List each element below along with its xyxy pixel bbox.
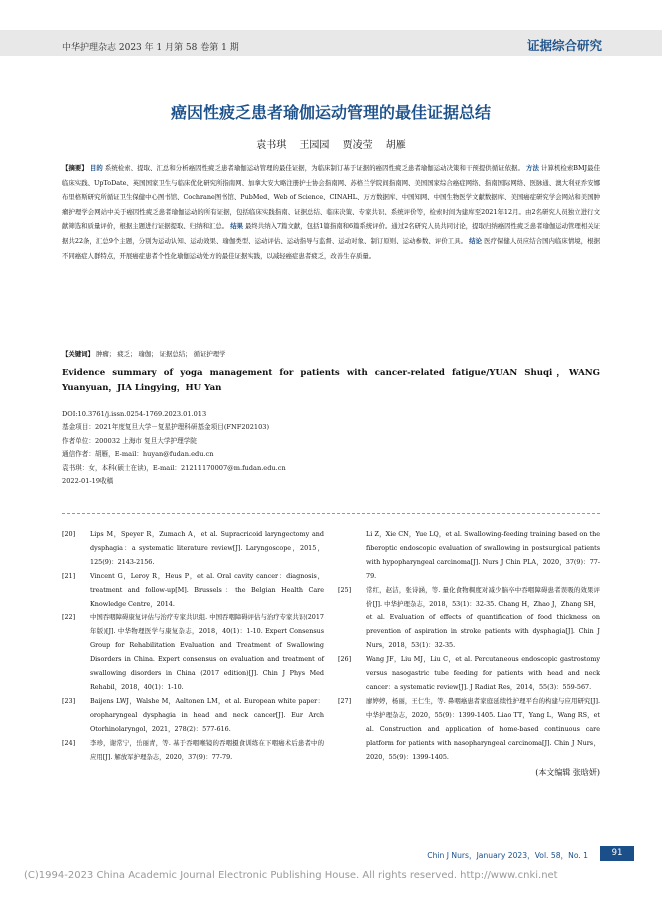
copyright-watermark: (C)1994-2023 China Academic Journal Electronic Publishing House. All rights reserved. http://www.cnki.net — [24, 870, 558, 881]
reference-number: [20] — [62, 530, 76, 538]
corresponding-author: 通信作者：胡雁，E-mail：huyan@fudan.edu.cn — [62, 450, 214, 459]
reference-text: 常红，赵洁，张诗涵，等. 量化食物稠度对减少脑卒中吞咽障碍患者误吸的效果评价[J]. 中华护理杂志，2018，53(1)：32-35. Chang H，Zhao J，Zhang SH，et al. Evaluation of effects of quantification of food thickness on prevention of aspiration in stroke patients with dysphagia[J]. Chin J Nurs，2018，53(1)：32-35. — [366, 585, 600, 650]
reference-text: 李珍，谢常宁，岳丽青，等. 基于吞咽喉镜的吞咽摄食训练在下咽癌术后患者中的应用[J]. 解放军护理杂志，2020，37(9)：77-79. — [90, 738, 324, 761]
objective-label: 目的 — [89, 164, 103, 172]
reference-text: 中国吞咽障碍康复评估与治疗专家共识组. 中国吞咽障碍评估与治疗专家共识(2017年版)[J]. 中华物理医学与康复杂志，2018，40(1)：1-10. Expert Consensus Group for Rehabilitation Evaluation and Treatment of Swallowing Disorders in China. Expert consensus on evaluation and treatment of swallowing disorders in China (2017 edition)[J]. Chin J Phys Med Rehabil，2018，40(1)：1-10. — [90, 613, 324, 691]
reference-text: Wang JF，Liu MJ，Liu C，et al. Percutaneous endoscopic gastrostomy versus nasogastric tube feeding for patients with head and neck cancer：a systematic review[J]. J Radiat Res，2014，55(3)：559-567. — [366, 655, 600, 691]
editor-note: (本文编辑 张晗妍) — [535, 768, 600, 778]
received-date: 2022-01-19收稿 — [62, 477, 114, 486]
conclusion-text: 医疗保健人员应结合国内临床情境，根据不同癌症人群特点，开展癌症患者个性化瑜伽运动处方的最佳证据实践，以减轻癌症患者疲乏，改善生存质量。 — [62, 236, 601, 260]
article-title: 癌因性疲乏患者瑜伽运动管理的最佳证据总结 — [170, 103, 491, 122]
reference-text: Vincent G，Leroy R，Heus P，et al. Oral cavity cancer：diagnosis，treatment and follow-up[M]. Brussels：the Belgian Health Care Knowledge Centre，2014. — [90, 571, 324, 608]
methods-label: 方法 — [526, 164, 539, 172]
abstract — [62, 161, 600, 263]
results-label: 结果 — [230, 222, 243, 231]
reference-number: [24] — [62, 738, 76, 747]
keywords-text: 肿瘤； 疲乏； 瑜伽； 证据总结； 循证护理学 — [96, 350, 226, 358]
reference-text: Lips M，Speyer R，Zumach A，et al. Supracricoid laryngectomy and dysphagia：a systematic literature review[J]. Laryngoscope，2015，125(9)：2143-2156. — [90, 530, 324, 566]
conclusion-label: 结论 — [469, 236, 483, 245]
results-text: 最终共纳入7篇文献，包括1篇指南和6篇系统评价。通过2名研究人员共同讨论，提取归纳癌因性疲乏患者瑜伽运动管理相关证据共22条，汇总9个主题，分别为运动认知、运动效果、瑜伽类型、运动评估、运动指导与监督、运动对象、制订原则、运动参数、评价工具。 — [62, 222, 600, 245]
english-title: Evidence summary of yoga management for patients with cancer-related fatigue/YUAN Shuqi，WANG Yuanyuan，JIA Lingying，HU Yan — [62, 368, 600, 393]
objective-text: 系统检索、提取、汇总和分析癌因性疲乏患者瑜伽运动管理的最佳证据，为临床制订基于证据的癌因性疲乏患者瑜伽运动决策和干预提供循证依据。 — [104, 164, 524, 172]
reference-item — [338, 528, 600, 584]
reference-text: Li Z，Xie CN，Yue LQ，et al. Swallowing-feeding training based on the fiberoptic endoscopic evaluation of swallowing in postsurgical patients with hypopharyngeal carcinoma[J]. Nurs J Chin PLA，2020，37(9)：77-79. — [366, 530, 600, 580]
keywords — [62, 349, 600, 358]
references-left-column — [62, 528, 324, 764]
journal-footer: Chin J Nurs，January 2023，Vol. 58，No. 1 — [427, 851, 588, 860]
reference-item — [338, 584, 600, 654]
first-author: 袁书琪：女，本科(硕士在读)，E-mail：21211170007@m.fudan.edu.cn — [62, 463, 286, 472]
reference-item — [62, 528, 324, 570]
reference-item — [62, 611, 324, 694]
reference-number: [22] — [62, 613, 76, 622]
reference-item — [338, 653, 600, 695]
journal-issue-header: 中华护理杂志 2023 年 1 月第 58 卷第 1 期 — [62, 43, 239, 53]
reference-number: [26] — [338, 655, 352, 664]
reference-text: 廖婷婷，杨丽，王仁生，等. 鼻咽癌患者家庭延续性护理平台的构建与应用研究[J]. 中华护理杂志，2020，55(9)：1399-1405. Liao TT，Yang L，Wang RS，et al. Construction and application of home-based continuous care platform for patients with nasopharyngeal carcinoma[J]. Chin J Nurs，2020，55(9)：1399-1405. — [366, 696, 600, 761]
reference-item — [62, 695, 324, 737]
reference-item — [62, 570, 324, 612]
section-header: 证据综合研究 — [526, 38, 602, 53]
keywords-label: 【关键词】 — [62, 350, 94, 358]
reference-number — [338, 528, 366, 584]
reference-number: [25] — [338, 585, 352, 594]
doi: DOI:10.3761/j.issn.0254-1769.2023.01.013 — [62, 410, 207, 418]
methods-text: 计算机检索BMJ最佳临床实践、UpToDate、英国国家卫生与临床优化研究所指南网、加拿大安大略注册护士协会指南网、苏格兰学院间指南网、美国国家综合癌症网络、指南国际网络、医脉通、澳大利亚乔安娜布里格斯研究所循证卫生保健中心图书馆、Cochrane图书馆、PubMed、Web of Science、CINAHL、万方数据库、中国知网、中国生物医学文献数据库、美国癌症研究学会网站和美国肿瘤护理学会网站中关于癌因性疲乏患者瑜伽运动的所有证据，包括临床实践指南、证据总结、临床决策、专家共识、系统评价等，检索时间为建库至2021年12月。由2名研究人员独立进行文献筛选和质量评价，根据主题进行证据提取、归纳和汇总。 — [62, 164, 600, 231]
article-meta — [62, 408, 286, 488]
section-divider — [62, 513, 600, 514]
affiliation: 作者单位：200032 上海市 复旦大学护理学院 — [62, 436, 197, 445]
reference-text: Baijens LWJ，Walshe M，Aaltonen LM，et al. European white paper：oropharyngeal dysphagia in head and neck cancer[J]. Eur Arch Otorhinolaryngol，2021，278(2)：577-616. — [90, 696, 324, 733]
page-number: 91 — [600, 846, 634, 861]
funding: 基金项目：2021年度复旦大学－复星护理科研基金项目(FNF202103) — [62, 423, 270, 432]
abstract-label: 【摘要】 — [62, 164, 88, 172]
reference-item — [338, 695, 600, 765]
reference-number: [23] — [62, 696, 76, 705]
references-right-column — [338, 528, 600, 780]
reference-number: [21] — [62, 571, 76, 580]
reference-item — [62, 737, 324, 765]
authors: 袁书琪 王园园 贾凌莹 胡雁 — [256, 140, 406, 151]
reference-number: [27] — [338, 696, 352, 705]
